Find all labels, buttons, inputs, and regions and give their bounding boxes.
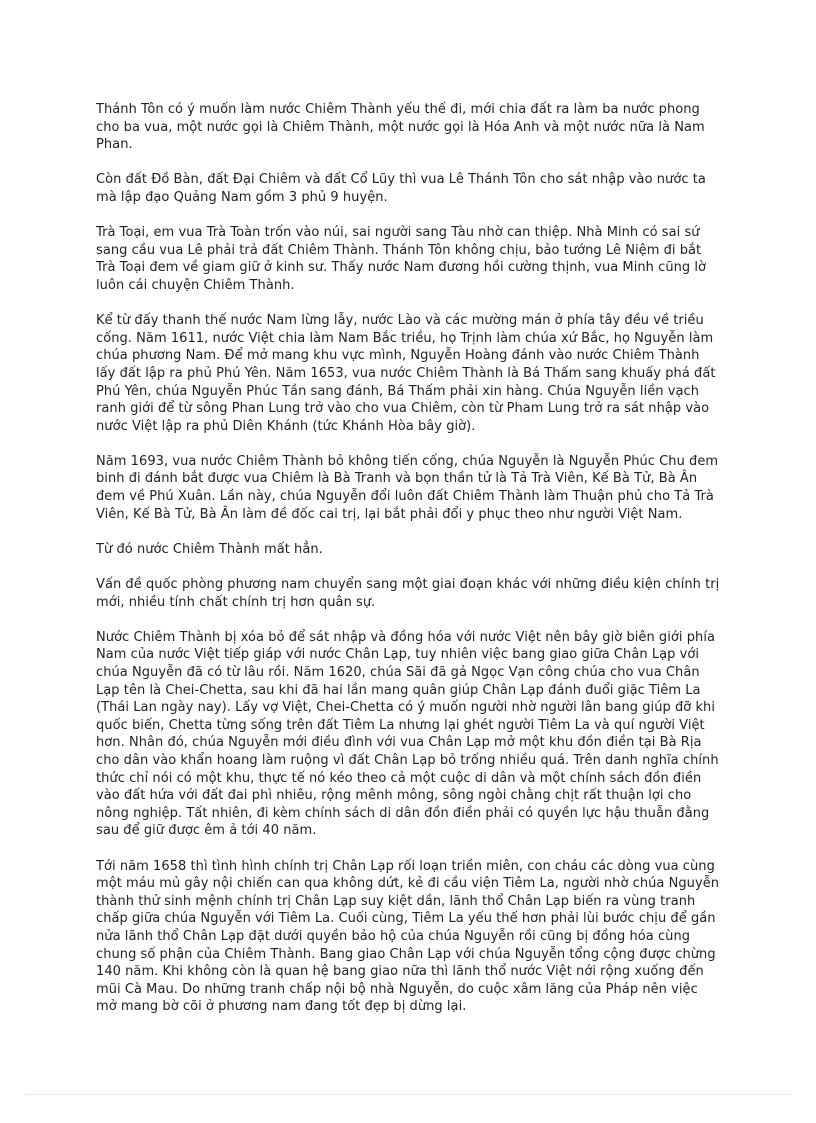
paragraph-1: Thánh Tôn có ý muốn làm nước Chiêm Thành yếu thế đi, mới chia đất ra làm ba nước phong cho ba vua, một nước gọi là Chiêm Thành, một nước gọi là Hóa Anh và một nước nữa là Nam Phan.: [96, 102, 705, 153]
paragraph-2: Còn đất Đồ Bàn, đất Đại Chiêm và đất Cổ Lũy thì vua Lê Thánh Tôn cho sát nhập vào nước ta mà lập đạo Quảng Nam gồm 3 phủ 9 huyện.: [96, 172, 706, 205]
paragraph-5: Năm 1693, vua nước Chiêm Thành bỏ không tiến cống, chúa Nguyễn là Nguyễn Phúc Chu đem binh đi đánh bắt được vua Chiêm là Bà Tranh và bọn thần tử là Tả Trà Viên, Kế Bà Tử, Bà Ân đem về Phú Xuân. Lần này, chúa Nguyễn đổi luôn đất Chiêm Thành làm Thuận phủ cho Tả Trà Viên, Kế Bà Tử, Bà Ân làm đề đốc cai trị, lại bắt phải đổi y phục theo như người Việt Nam.: [96, 453, 719, 522]
paragraph-3: Trà Toại, em vua Trà Toàn trốn vào núi, sai người sang Tàu nhờ can thiệp. Nhà Minh có sai sứ sang cầu vua Lê phải trả đất Chiêm Thành. Thánh Tôn không chịu, bảo tướng Lê Niệm đi bắt Trà Toại đem về giam giữ ở kinh sư. Thấy nước Nam đương hồi cường thịnh, vua Minh cũng lờ luôn cái chuyện Chiêm Thành.: [96, 225, 707, 293]
paragraph-7: Vấn đề quốc phòng phương nam chuyển sang một giai đoạn khác với những điều kiện chính trị mới, nhiều tính chất chính trị hơn quân sự.: [96, 577, 720, 610]
paragraph-4: Kể từ đấy thanh thế nước Nam lừng lẫy, nước Lào và các mường mán ở phía tây đều về triều cống. Năm 1611, nước Việt chia làm Nam Bắc triều, họ Trịnh làm chúa xứ Bắc, họ Nguyễn làm chúa phương Nam. Để mở mang khu vực mình, Nguyễn Hoàng đánh vào nước Chiêm Thành lấy đất lập ra phủ Phú Yên. Năm 1653, vua nước Chiêm Thành là Bá Thấm sang khuấy phá đất Phú Yên, chúa Nguyễn Phúc Tần sang đánh, Bá Thấm phải xin hàng. Chúa Nguyễn liền vạch ranh giới để từ sông Phan Lung trở vào cho vua Chiêm, còn từ Pham Lung trở ra sát nhập vào nước Việt lập ra phủ Diên Khánh (tức Khánh Hòa bây giờ).: [96, 313, 716, 434]
paragraph-9: Tới năm 1658 thì tình hình chính trị Chân Lạp rối loạn triền miên, con cháu các dòng vua cùng một máu mủ gây nội chiến can qua không dứt, kẻ đi cầu viện Tiêm La, người nhờ chúa Nguyễn thành thử sinh mệnh chính trị Chân Lạp suy kiệt dần, lãnh thổ Chân Lạp biến ra vùng tranh chấp giữa chúa Nguyễn với Tiêm La. Cuối cùng, Tiêm La yếu thế hơn phải lùi bước chịu để gần nửa lãnh thổ Chân Lạp đặt dưới quyền bảo hộ của chúa Nguyễn rồi cũng bị đồng hóa cùng chung số phận của Chiêm Thành. Bang giao Chân Lạp với chúa Nguyễn tổng cộng được chừng 140 năm. Khi không còn là quan hệ bang giao nữa thì lãnh thổ nước Việt nới rộng xuống đến mũi Cà Mau. Do những tranh chấp nội bộ nhà Nguyễn, do cuộc xâm lăng của Pháp nên việc mở mang bờ cõi ở phương nam đang tốt đẹp bị dừng lại.: [96, 858, 720, 1015]
body-text: [96, 101, 721, 1033]
page-footer-divider: [24, 1094, 792, 1095]
paragraph-6: Từ đó nước Chiêm Thành mất hẳn.: [96, 541, 323, 557]
paragraph-8: Nước Chiêm Thành bị xóa bỏ để sát nhập và đồng hóa với nước Việt nên bây giờ biên giới phía Nam của nước Việt tiếp giáp với nước Chân Lạp, tuy nhiên việc bang giao giữa Chân Lạp với chúa Nguyễn đã có từ lâu rồi. Năm 1620, chúa Sãi đã gả Ngọc Vạn công chúa cho vua Chân Lạp tên là Chei-Chetta, sau khi đã hai lần mang quân giúp Chân Lạp đánh đuổi giặc Tiêm La (Thái Lan ngày nay). Lấy vợ Việt, Chei-Chetta có ý muốn người nhờ người lân bang giúp đỡ khi quốc biến, Chetta từng sống trên đất Tiêm La nhưng lại ghét người Tiêm La và quí người Việt hơn. Nhân đó, chúa Nguyễn mới điều đình với vua Chân Lạp mở một khu đồn điền tại Bà Rịa cho dân vào khẩn hoang làm ruộng vì đất Chân Lạp bỏ trống nhiều quá. Trên danh nghĩa chính thức chỉ nói có một khu, thực tế nó kéo theo cả một cuộc di dân và một chính sách đồn điền vào đất hứa với đất đai phì nhiêu, rộng mênh mông, sông ngòi chằng chịt rất thuận lợi cho nông nghiệp. Tất nhiên, đi kèm chính sách di dân đồn điền phải có quyền lực hậu thuẫn đằng sau để giữ được êm ả tới 40 năm.: [96, 629, 719, 839]
